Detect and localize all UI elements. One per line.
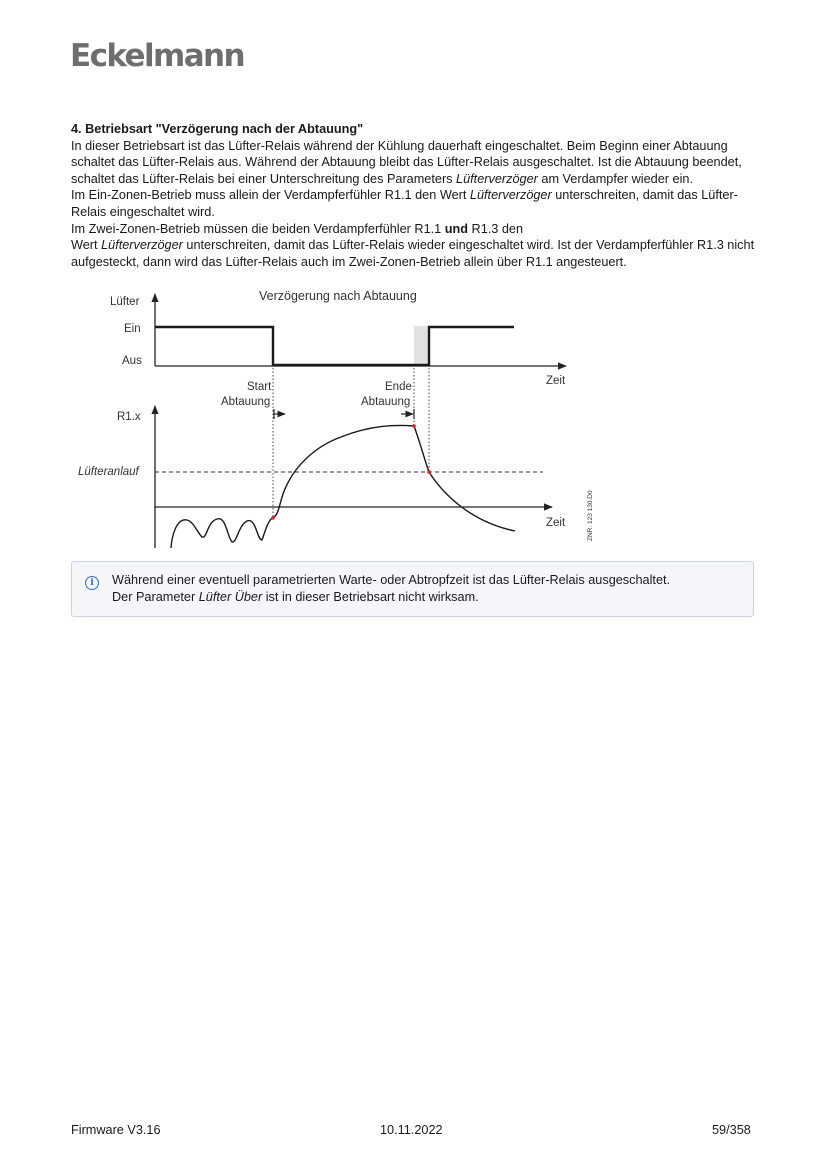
defrost-label-end: Abtauung	[361, 396, 411, 408]
on-label: Ein	[124, 323, 141, 335]
defrost-label-start: Abtauung	[221, 396, 271, 408]
timing-diagram	[71, 286, 611, 551]
fan-axis-label: Lüfter	[110, 296, 140, 308]
info-text: Während einer eventuell parametrierten Warte- oder Abtropfzeit ist das Lüfter-Relais ausgeschaltet. Der Parameter Lüfter Über ist in dieser Betriebsart nicht wirksam.	[112, 573, 671, 604]
diagram-title: Verzögerung nach Abtauung	[259, 289, 417, 303]
relay-state-line	[155, 327, 514, 365]
sensor-axis-label: R1.x	[117, 411, 141, 423]
figure-code: ZNR. 123 130.D0	[587, 490, 594, 541]
defrost-end-point	[412, 424, 416, 428]
param-name: Lüfterverzöger	[469, 188, 552, 203]
section-body	[71, 121, 761, 270]
time-label-upper: Zeit	[546, 375, 566, 387]
param-name: Lüfterverzöger	[456, 171, 538, 186]
sensor-curve	[171, 425, 515, 548]
company-logo: Eckelmann	[70, 38, 244, 74]
info-icon: i	[85, 576, 99, 590]
delay-region	[414, 326, 430, 366]
start-label: Start	[247, 381, 272, 393]
off-label: Aus	[122, 355, 142, 367]
footer-date: 10.11.2022	[380, 1123, 443, 1137]
fan-restart-point	[427, 470, 431, 474]
param-name: Lüfter Über	[198, 589, 263, 604]
defrost-start-point	[271, 516, 275, 520]
paragraph-2: Im Ein-Zonen-Betrieb muss allein der Verdampferfühler R1.1 den Wert Lüfterverzöger unterschreiten, damit das Lüfter-Relais eingeschaltet wird.	[71, 188, 738, 219]
threshold-label: Lüfteranlauf	[78, 466, 139, 478]
end-label: Ende	[385, 381, 412, 393]
footer-firmware: Firmware V3.16	[71, 1123, 161, 1137]
paragraph-1: In dieser Betriebsart ist das Lüfter-Relais während der Kühlung dauerhaft eingeschaltet. Beim Beginn einer Abtauung schaltet das Lüfter-Relais aus. Während der Abtauung bleibt das Lüfter-Relais ausgeschaltet. Ist die Abtauung beendet, schaltet das Lüfter-Relais bei einer Unterschreitung des Parameters Lüfterverzöger am Verdampfer wieder ein.	[71, 138, 742, 186]
info-box	[71, 561, 754, 617]
section-title: 4. Betriebsart "Verzögerung nach der Abtauung"	[71, 122, 364, 136]
param-name: Lüfterverzöger	[101, 238, 183, 253]
time-label-lower: Zeit	[546, 517, 566, 529]
footer-page-number: 59/358	[712, 1123, 751, 1137]
paragraph-3: Im Zwei-Zonen-Betrieb müssen die beiden Verdampferfühler R1.1 und R1.3 den Wert Lüfterverzöger unterschreiten, damit das Lüfter-Relais wieder eingeschaltet wird. Ist der Verdampferfühler R1.3 nicht aufgesteckt, dann wird das Lüfter-Relais auch im Zwei-Zonen-Betrieb allein über R1.1 angesteuert.	[71, 221, 755, 269]
